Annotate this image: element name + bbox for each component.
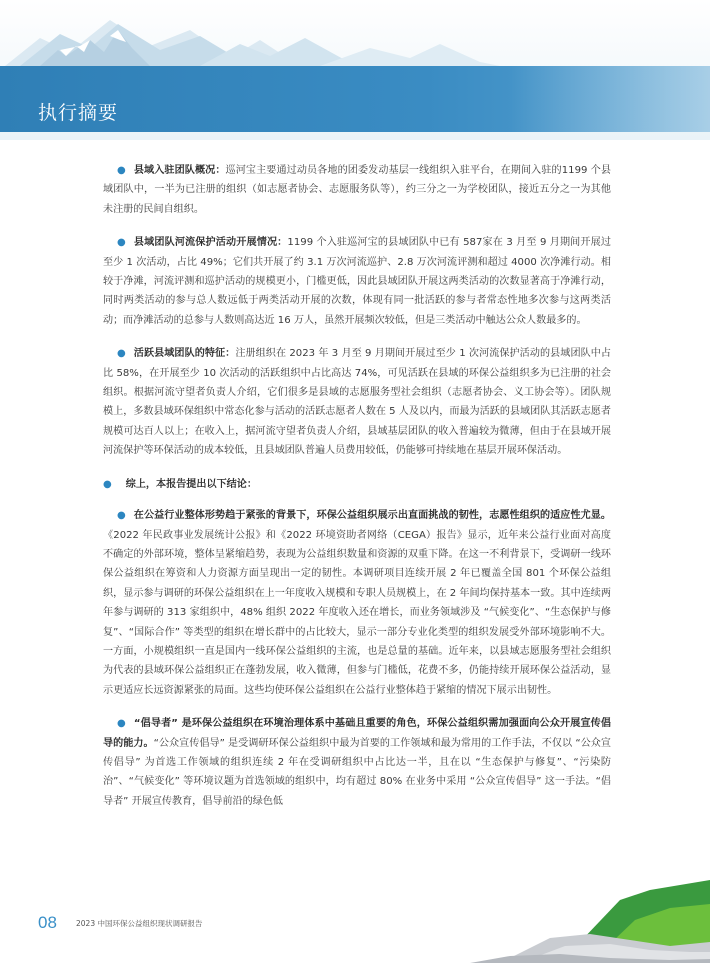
- bullet-dot-icon: ●: [117, 237, 126, 249]
- paragraph-text: 注册组织在 2023 年 3 月至 9 月期间开展过至少 1 次河流保护活动的县域团队中占比 58%，在开展至少 10 次活动的活跃组织中占比高达 74%，可见活跃在县域的环保公益组织多为已注册的社会组织。根据河流守望者负责人介绍，它们很多是县域的志愿服务型社会组织（志愿者协会、义工协会等）。团队规模上，多数县域环保组织中常态化参与活动的活跃志愿者人数在 5 人及以内，而最为活跃的县域团队其活跃志愿者规模可达百人以上；在收入上，据河流守望者负责人介绍，县域基层团队的收入普遍较为微薄，但由于在县域开展河流保护等环保活动的成本较低，且县域团队普遍人员费用较低，仍能够可持续地在基层开展环保活动。: [103, 348, 612, 457]
- paragraph-river-protection-activities: [103, 233, 611, 330]
- conclusion-text: “公众宣传倡导” 是受调研环保公益组织中最为首要的工作领域和最为常用的工作手法，不仅以 “公众宣传倡导” 为首选工作领域的组织连续 2 年在受调研组织中占比达一半，且在以 “生态保护与修复”、“污染防治”、“气候变化” 等环境议题为首选领域的组织中，均有超过 80% 在业务中采用 “公众宣传倡导” 这一手法。“倡导者” 开展宣传教育，倡导前沿的绿色低: [103, 737, 611, 807]
- footer-report-title: 2023 中国环保公益组织现状调研报告: [76, 919, 203, 928]
- page-title: 执行摘要: [38, 102, 119, 124]
- summary-heading: [103, 475, 611, 494]
- title-band-fade: [510, 66, 710, 132]
- conclusion-advocate-role: [103, 714, 611, 811]
- conclusion-lead: 在公益行业整体形势趋于紧张的背景下，环保公益组织展示出直面挑战的韧性，志愿性组织的适应性尤显。: [133, 510, 611, 522]
- summary-text: 综上，本报告提出以下结论：: [125, 478, 257, 490]
- bullet-dot-icon: ●: [117, 718, 126, 730]
- main-content: [103, 161, 611, 825]
- paragraph-county-teams-overview: [103, 161, 611, 219]
- page-number: 08: [38, 913, 57, 932]
- bullet-dot-icon: ●: [117, 165, 126, 176]
- bullet-dot-icon: ●: [117, 510, 126, 522]
- paragraph-active-team-features: [103, 344, 611, 460]
- conclusion-lead: “倡导者” 是环保公益组织在环境治理体系中基础且重要的角色，环保公益组织需加强面向公众开展宣传倡导的能力。: [103, 718, 611, 749]
- corner-landscape-illustration: [470, 860, 710, 963]
- paragraph-text: 巡河宝主要通过动员各地的团委发动基层一线组织入驻平台，在期间入驻的1199 个县域团队中，一半为已注册的组织（如志愿者协会、志愿服务队等），约三分之一为学校团队，接近五分之一为其他未注册的民间自组织。: [103, 165, 612, 215]
- conclusion-resilience: [103, 506, 611, 700]
- paragraph-text: 1199 个入驻巡河宝的县域团队中已有 587家在 3 月至 9 月期间开展过至少 1 次活动，占比 49%；它们共开展了约 3.1 万次河流巡护、2.8 万次河流评测和超过 4000 次净滩行动。相较于净滩，河流评测和巡护活动的规模更小，门槛更低，因此县域团队开展这两类活动的次数显著高于净滩行动，同时两类活动的参与总人数远低于两类活动开展的次数，体现有同一批活跃的参与者常态性地多次参与这两类活动；而净滩活动的总参与人数则高达近 16 万人，虽然开展频次较低，但是三类活动中触达公众人数最多的。: [103, 237, 611, 326]
- bullet-dot-icon: ●: [117, 348, 126, 360]
- paragraph-lead: 县域团队河流保护活动开展情况：: [133, 237, 288, 249]
- bullet-dot-icon: ●: [103, 478, 112, 490]
- paragraph-lead: 县域入驻团队概况：: [133, 165, 226, 176]
- paragraph-lead: 活跃县域团队的特征：: [133, 348, 236, 360]
- conclusion-text: 《2022 年民政事业发展统计公报》和《2022 环境资助者网络（CEGA）报告》显示，近年来公益行业面对高度不确定的外部环境，整体呈紧缩趋势，表现为公益组织数量和资源的双重下降。在这一不利背景下，受调研一线环保公益组织在筹资和人力资源方面呈现出一定的韧性。本调研项目连续开展 2 年已覆盖全国 801 个环保公益组织，显示参与调研的环保公益组织在上一年度收入规模和专职人员规模上，在 2 年间均保持基本一致。其中连续两年参与调研的 313 家组织中，48% 组织 2022 年度收入还在增长，而业务领域涉及 “气候变化”、“生态保护与修复”、“国际合作” 等类型的组织在增长群中的占比较大，显示一部分专业化类型的组织发展受外部环境影响不大。一方面，小规模组织一直是国内一线环保公益组织的主流，也是总量的基础。近年来，以县域志愿服务型社会组织为代表的县域环保公益组织正在蓬勃发展，收入微薄，但参与门槛低，花费不多，仍能持续开展环保公益活动，显示更适应长远资源紧张的局面。这些均使环保公益组织在公益行业整体趋于紧缩的情况下展示出韧性。: [103, 529, 611, 696]
